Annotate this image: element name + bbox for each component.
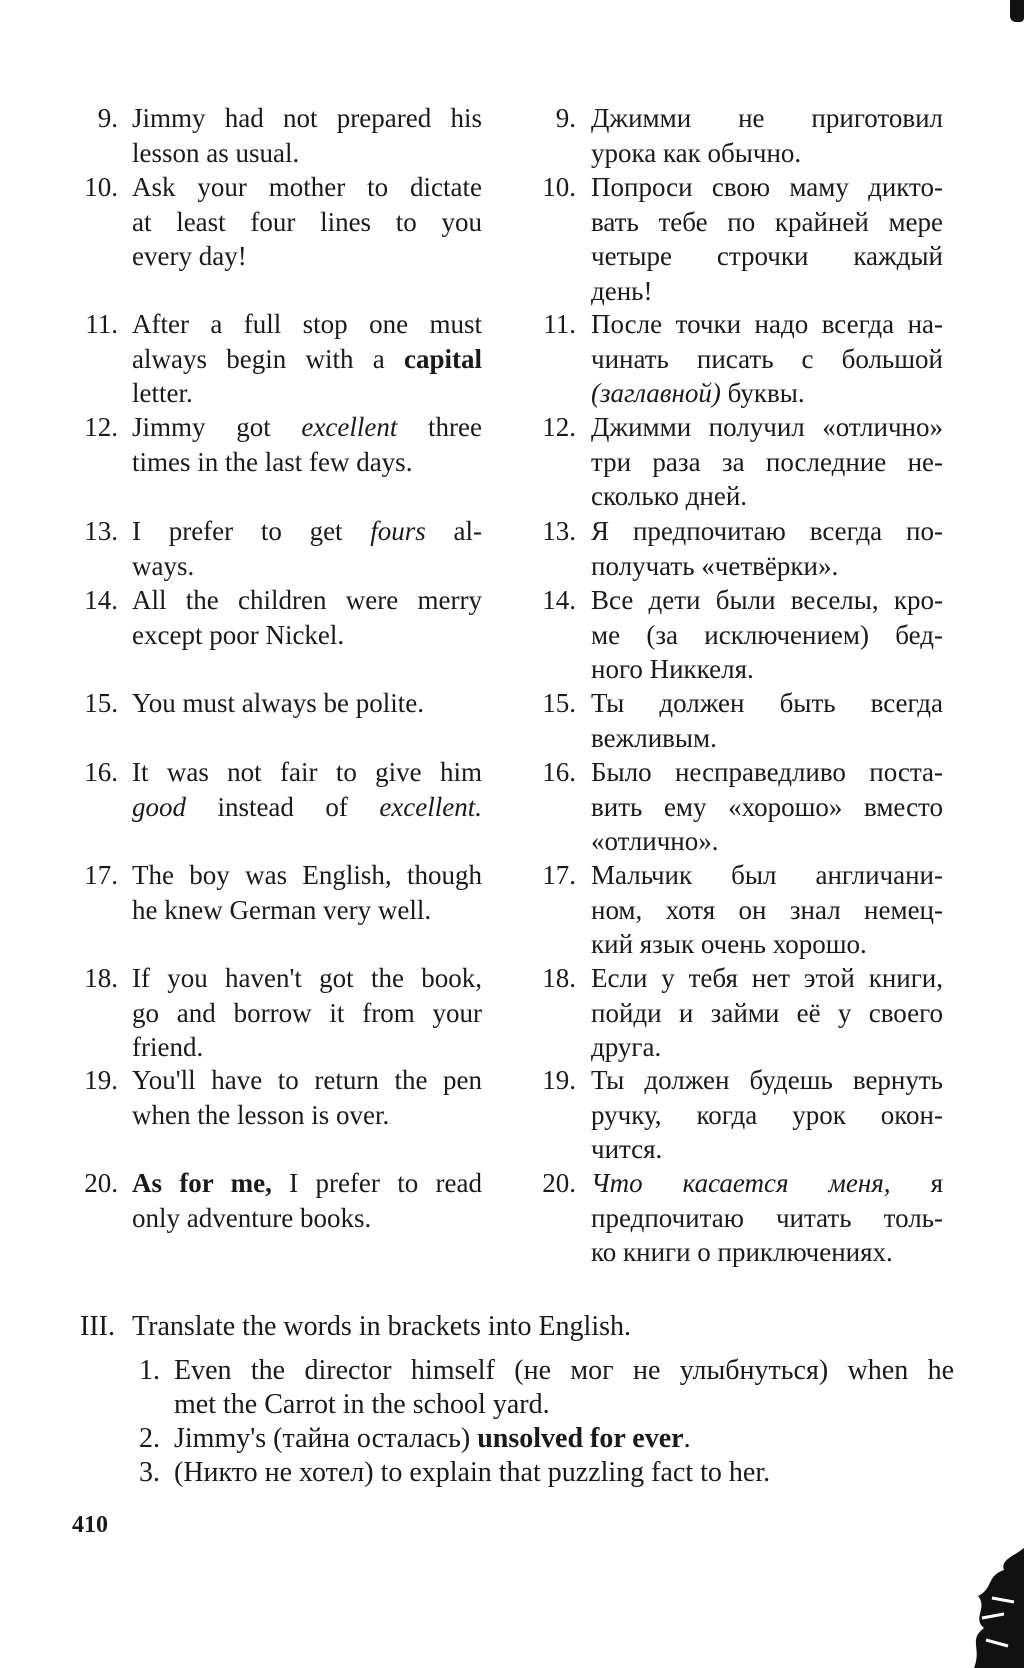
ru-sentence: Мальчик был англичани- ном, хотя он знал немец- кий язык очень хорошо.	[591, 860, 943, 959]
en-item-number: 18.	[84, 963, 118, 993]
en-item-number: 16.	[84, 757, 118, 787]
ru-item-number: 12.	[542, 412, 576, 442]
en-sentence: After a full stop one must always begin with a capital letter.	[132, 309, 482, 408]
ru-sentence: Ты должен будешь вернуть ручку, когда урок окон- чится.	[591, 1065, 943, 1164]
en-item-number: 12.	[84, 412, 118, 442]
en-item-number: 15.	[84, 688, 118, 718]
ink-smudge	[1010, 0, 1024, 22]
bold-term: As for me,	[132, 1168, 272, 1198]
en-sentence: Jimmy had not prepared his lesson as usual.	[132, 103, 482, 168]
ru-sentence: Джимми не приготовил урока как обычно.	[591, 103, 943, 168]
en-sentence: It was not fair to give him good instead of excellent.	[132, 757, 482, 822]
page-number: 410	[72, 1512, 108, 1538]
ru-item-number: 14.	[542, 585, 576, 615]
ink-blot	[964, 1548, 1024, 1668]
en-sentence: The boy was English, though he knew German very well.	[132, 860, 482, 925]
italic-term: excellent	[301, 412, 398, 442]
book-page: 9. Jimmy had not prepared his lesson as usual. 9. Джимми не приготовил урока как обычно. 10. Ask your mother to dictate at least four lines to you every day! 10. Попроси свою маму дикто- вать тебе по крайней мере четыре строчки каждый день! 11. After a full stop one must always begin with a capital letter. 11. После точки надо всегда на- чинать писать с большой (заглавной) буквы. 12. Jimmy got excellent three times in the last few days. 12. Джимми получил «отлично» три раза за последние не- сколько дней. 13. I prefer to get fours al- ways. 13. Я предпочитаю всегда по- получать «четвёрки». 14. All the children were merry except poor Nickel. 14. Все дети были веселы, кро- ме (за исключением) бед- ного Никкеля. 15. You must always be polite. 15. Ты должен быть всегда вежливым. 16. It was not fair to give him good instead of excellent. 16. Было несправедливо поста- вить ему «хорошо» вместо «отлично». 17. The boy was English, though he knew German very well. 17. Мальчик был англичани- ном, хотя он знал немец- кий язык очень хорошо. 18. If you haven't got the book, go and borrow it from your friend. 18. Если у тебя нет этой книги, пойди и займи её у своего друга. 19. You'll have to return the pen when the lesson is over. 19. Ты должен будешь вернуть ручку, когда урок окон- чится. 20. As for me, I prefer to read only adventure books. 20. Что касается меня, я предпочитаю читать толь- ко книги о приключениях. III. Translate the words in brackets into English. 1. Even the director himself (не мог не улыбнуться) when he met the Carrot in the school yard. 2. Jimmy's (тайна осталась) unsolved for ever. 3. (Никто не хотел) to explain that puzzling fact to her. 410	[0, 0, 1024, 1668]
en-item-number: 9.	[97, 103, 118, 133]
en-item-number: 13.	[84, 516, 118, 546]
en-item-number: 10.	[84, 172, 118, 202]
en-sentence: As for me, I prefer to read only adventure books.	[132, 1168, 482, 1233]
en-item-number: 11.	[85, 309, 118, 339]
ru-item-number: 20.	[542, 1168, 576, 1198]
ru-sentence: Что касается меня, я предпочитаю читать толь- ко книги о приключениях.	[591, 1168, 944, 1267]
en-item-number: 14.	[84, 585, 118, 615]
en-item-number: 20.	[84, 1168, 118, 1198]
en-sentence: All the children were merry except poor Nickel.	[132, 585, 482, 650]
ru-item-number: 10.	[542, 172, 576, 202]
ru-sentence: Если у тебя нет этой книги, пойди и займи её у своего друга.	[591, 963, 943, 1062]
ru-item-number: 13.	[542, 516, 576, 546]
exercise-number: III.	[80, 1311, 115, 1342]
ru-sentence: После точки надо всегда на- чинать писать с большой (заглавной) буквы.	[591, 309, 943, 408]
italic-term: fours	[370, 516, 426, 546]
en-sentence: If you haven't got the book, go and borrow it from your friend.	[132, 963, 482, 1062]
en-item-number: 17.	[84, 860, 118, 890]
en-sentence: You must always be polite.	[132, 688, 425, 718]
text-segment: буквы.	[720, 378, 805, 408]
italic-term: (заглавной)	[591, 378, 721, 408]
text-segment: always begin with a	[132, 343, 404, 374]
exercise-instruction: Translate the words in brackets into English.	[132, 1311, 632, 1342]
ru-sentence: Все дети были веселы, кро- ме (за исключением) бед- ного Никкеля.	[591, 585, 943, 684]
ru-sentence: Было несправедливо поста- вить ему «хорошо» вместо «отлично».	[591, 757, 943, 856]
ru-item-number: 15.	[542, 688, 576, 718]
ru-sentence: Я предпочитаю всегда по- получать «четвёрки».	[591, 516, 943, 581]
ru-sentence: Джимми получил «отлично» три раза за последние не- сколько дней.	[591, 412, 943, 511]
ru-item-number: 16.	[542, 757, 576, 787]
italic-term: excellent.	[379, 791, 482, 822]
ru-sentence: Попроси свою маму дикто- вать тебе по крайней мере четыре строчки каждый день!	[591, 172, 943, 306]
ru-item-number: 19.	[542, 1065, 576, 1095]
bold-term: capital	[404, 343, 482, 374]
en-sentence: Ask your mother to dictate at least four lines to you every day!	[132, 172, 482, 271]
en-sentence: Jimmy got excellent three times in the last few days.	[132, 412, 482, 477]
ru-item-number: 9.	[555, 103, 576, 133]
bold-term: unsolved for ever	[477, 1423, 684, 1454]
italic-term: good	[132, 791, 186, 822]
en-item-number: 19.	[84, 1065, 118, 1095]
ru-item-number: 18.	[542, 963, 576, 993]
italic-term: Что касается меня,	[591, 1168, 891, 1198]
en-sentence: I prefer to get fours al- ways.	[132, 516, 483, 581]
exercise-heading	[80, 1310, 631, 1344]
ru-sentence: Ты должен быть всегда вежливым.	[591, 688, 943, 753]
item-number: 1.	[139, 1355, 160, 1386]
en-sentence: You'll have to return the pen when the lesson is over.	[132, 1065, 482, 1130]
item-number: 3.	[139, 1457, 160, 1488]
ru-item-number: 11.	[543, 309, 576, 339]
item-number: 2.	[139, 1423, 160, 1454]
ru-item-number: 17.	[542, 860, 576, 890]
